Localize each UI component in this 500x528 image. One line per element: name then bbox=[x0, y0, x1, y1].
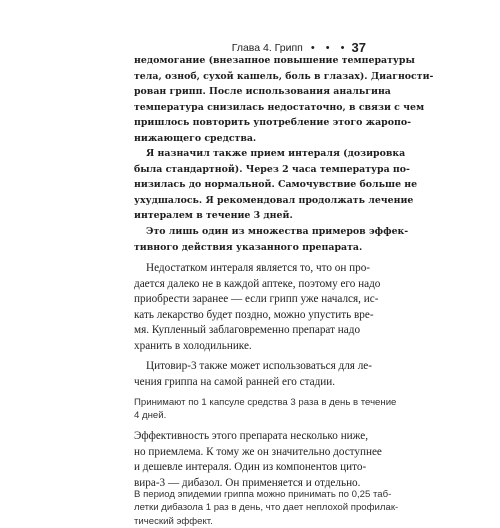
text-line: рован грипп. После использования анальгина bbox=[134, 86, 391, 97]
text-line: Недостатком интераля является то, что он про- bbox=[146, 262, 371, 274]
text-line: температура снизилась недостаточно, в связи с чем bbox=[134, 101, 425, 113]
text-line: интералем в течение 3 дней. bbox=[134, 210, 293, 221]
case-treatment-paragraph bbox=[134, 146, 418, 224]
text-line: хранить в холодильнике. bbox=[134, 339, 252, 352]
text-line: Принимают по 1 капсуле средства 3 раза в день в течение bbox=[134, 397, 397, 408]
text-line: 4 дней. bbox=[134, 410, 167, 422]
case-description bbox=[134, 53, 434, 146]
text-line: и дешевле интераля. Один из компонентов цито- bbox=[134, 461, 367, 473]
text-line: В период эпидемии гриппа можно принимать по 0,25 таб- bbox=[134, 489, 392, 500]
cytovir-paragraph bbox=[134, 359, 370, 390]
text-line: Эффективность этого препарата несколько ниже, bbox=[134, 430, 369, 442]
text-line: дается далеко не в каждой аптеке, поэтому его надо bbox=[134, 277, 381, 290]
epidemic-note bbox=[134, 488, 399, 527]
drawback-paragraph bbox=[134, 261, 381, 354]
text-line: ухудшалось. Я рекомендовал продолжать лечение bbox=[134, 194, 414, 206]
header-dots: • • • bbox=[310, 41, 349, 54]
text-line: тивного действия указанного препарата. bbox=[134, 241, 363, 253]
text-line: кать лекарство будет поздно, можно упустить вре- bbox=[134, 308, 374, 321]
text-line: Цитовир-3 также может использоваться для ле- bbox=[146, 360, 372, 372]
text-line: вира-3 — дибазол. Он применяется и отдельно. bbox=[134, 476, 361, 489]
text-line: пришлось повторить употребление этого жаропо- bbox=[134, 117, 411, 128]
page-number: 37 bbox=[351, 40, 366, 55]
text-line: низилась до нормальной. Самочувствие больше не bbox=[134, 179, 418, 190]
text-line: нижающего средства. bbox=[134, 132, 257, 144]
text-line: чения гриппа на самой ранней его стадии. bbox=[134, 375, 336, 388]
effectiveness-paragraph bbox=[134, 429, 382, 476]
dosage-note bbox=[134, 396, 397, 423]
text-line: Это лишь один из множества примеров эффек- bbox=[146, 226, 409, 237]
text-line: была стандартной). Через 2 часа температура по- bbox=[134, 163, 410, 175]
text-line: Я назначил также прием интераля (дозировка bbox=[146, 148, 406, 159]
text-line: летки дибазола 1 раз в день, что дает неплохой профилак- bbox=[134, 502, 399, 514]
text-line: недомогание (внезапное повышение температуры bbox=[134, 55, 415, 66]
case-conclusion-paragraph bbox=[134, 224, 409, 255]
chapter-title: Глава 4. Грипп bbox=[231, 41, 303, 54]
text-line: мя. Купленный заблаговременно препарат надо bbox=[134, 324, 361, 336]
text-line: тела, озноб, сухой кашель, боль в глазах). Диагности- bbox=[134, 70, 434, 82]
text-line: приобрести заранее — если грипп уже начался, ис- bbox=[134, 293, 379, 305]
text-line: тический эффект. bbox=[134, 515, 213, 527]
text-line: но приемлема. К тому же он значительно доступнее bbox=[134, 445, 382, 458]
